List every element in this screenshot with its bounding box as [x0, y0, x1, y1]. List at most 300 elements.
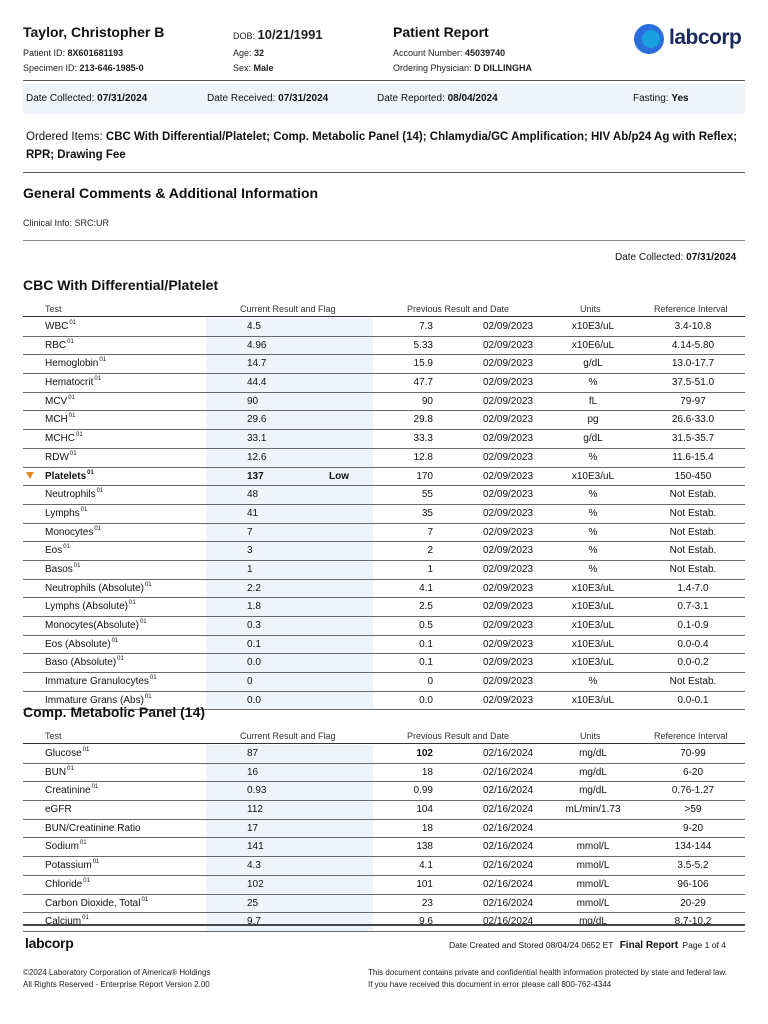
- table-row: [23, 393, 745, 412]
- current-result: 0.1: [247, 638, 261, 650]
- header-divider: [23, 80, 745, 81]
- units: x10E3/uL: [571, 582, 615, 594]
- current-result: 0.0: [247, 657, 261, 669]
- table-row: [23, 580, 745, 599]
- previous-date: 02/09/2023: [483, 470, 534, 482]
- units: x10E3/uL: [571, 470, 615, 482]
- previous-date: 02/16/2024: [483, 860, 534, 872]
- reference-interval: Not Estab.: [669, 676, 717, 688]
- test-label: Monocytes(Absolute): [45, 620, 139, 631]
- test-label: Carbon Dioxide, Total: [45, 897, 141, 909]
- previous-result: 5.33: [413, 339, 433, 351]
- date-reported-value: 08/04/2024: [447, 93, 498, 104]
- footnote-ref: 01: [80, 506, 88, 513]
- table-row: [23, 636, 745, 655]
- previous-result: 0: [427, 676, 433, 688]
- current-result: 33.1: [247, 433, 267, 445]
- account-number: 45039740: [465, 48, 506, 58]
- test-name: [45, 396, 75, 407]
- reference-interval: Not Estab.: [669, 563, 717, 575]
- reference-interval: 11.6-15.4: [672, 451, 714, 463]
- col-previous: Previous Result and Date: [407, 304, 510, 314]
- account-line: Account Number: 45039740: [393, 48, 506, 58]
- test-label: Calcium: [45, 916, 82, 928]
- previous-result: 7: [427, 526, 433, 538]
- test-label: MCHC: [45, 433, 75, 445]
- previous-date: 02/09/2023: [483, 451, 534, 463]
- current-result: 41: [247, 507, 259, 519]
- previous-date: 02/09/2023: [483, 507, 534, 519]
- current-result-cell: [206, 782, 373, 800]
- table-row: [23, 374, 745, 393]
- previous-date: 02/16/2024: [483, 748, 534, 759]
- notice-line2: If you have received this document in error please call 800-762-4344: [368, 980, 612, 989]
- patient-id: 8X601681193: [67, 48, 124, 58]
- footnote-ref: 01: [82, 747, 90, 753]
- current-result: 7: [247, 526, 253, 538]
- units: %: [588, 377, 598, 389]
- units: %: [588, 563, 598, 575]
- previous-result: 29.8: [413, 414, 433, 426]
- date-collected-value: 07/31/2024: [97, 93, 148, 104]
- footnote-ref: 01: [87, 469, 94, 476]
- labcorp-logo: [634, 22, 749, 56]
- reference-interval: 3.5-5.2: [677, 860, 709, 872]
- test-name: [45, 879, 90, 890]
- ordered-items-label: Ordered Items:: [26, 131, 103, 143]
- previous-result: 15.9: [413, 358, 433, 370]
- footnote-ref: 01: [69, 320, 77, 326]
- units: x10E3/uL: [571, 601, 615, 613]
- table-row: [23, 617, 745, 636]
- previous-date: 02/16/2024: [483, 804, 534, 816]
- table-row: [23, 430, 745, 449]
- test-name: [45, 898, 148, 909]
- test-label: Sodium: [45, 841, 79, 853]
- previous-result: 0.5: [419, 620, 433, 631]
- col-reference: Reference Interval: [654, 731, 728, 741]
- col-current: Current Result and Flag: [240, 304, 336, 314]
- reference-interval: Not Estab.: [669, 507, 717, 519]
- table-row: [23, 449, 745, 468]
- cbc-table-header: [23, 302, 745, 317]
- table-row: [23, 411, 745, 430]
- current-result-cell: [206, 820, 373, 838]
- units: x10E3/uL: [571, 620, 615, 631]
- footnote-ref: 01: [82, 915, 89, 922]
- reference-interval: 20-29: [680, 897, 706, 909]
- units: mg/dL: [579, 785, 607, 797]
- previous-result: 2: [427, 545, 433, 557]
- current-result-cell: [206, 561, 373, 579]
- test-name: [45, 527, 101, 538]
- ordering-physician: D DILLINGHA: [474, 63, 533, 73]
- col-test: Test: [45, 731, 62, 741]
- specimen-id: 213-646-1985-0: [79, 63, 144, 73]
- current-result: 17: [247, 822, 259, 834]
- previous-date: 02/09/2023: [483, 657, 534, 669]
- reference-interval: 3.4-10.8: [674, 321, 712, 332]
- previous-result: 90: [421, 395, 433, 407]
- reference-interval: 26.6-33.0: [671, 414, 715, 426]
- current-result: 102: [247, 878, 264, 890]
- cmp-table: [23, 745, 745, 932]
- current-result: 3: [247, 545, 253, 557]
- col-previous: Previous Result and Date: [407, 731, 510, 741]
- table-row: [23, 801, 745, 820]
- table-row: [23, 876, 745, 895]
- test-name: [45, 414, 75, 425]
- previous-result: 7.3: [419, 321, 433, 332]
- reference-interval: 70-99: [680, 748, 706, 759]
- previous-result: 2.5: [419, 601, 433, 613]
- previous-result: 4.1: [419, 860, 433, 872]
- date-received: [207, 93, 328, 104]
- sex-value: Male: [253, 63, 274, 73]
- test-name: [45, 471, 94, 482]
- created-value: 08/04/24 0652 ET: [545, 940, 614, 950]
- current-result-cell: [206, 580, 373, 598]
- previous-result: 55: [421, 489, 433, 501]
- units: g/dL: [583, 358, 603, 370]
- test-label: Creatinine: [45, 785, 91, 797]
- current-result-cell: [206, 636, 373, 654]
- test-name: [45, 489, 103, 500]
- reference-interval: Not Estab.: [669, 526, 717, 538]
- previous-date: 02/09/2023: [483, 526, 534, 538]
- previous-date: 02/09/2023: [483, 395, 534, 407]
- reference-interval: 6-20: [682, 766, 703, 778]
- test-label: MCV: [45, 395, 68, 407]
- footnote-ref: 01: [94, 376, 102, 383]
- test-name: [45, 823, 141, 834]
- date-reported-label: Date Reported:: [377, 93, 445, 104]
- reference-interval: 13.0-17.7: [671, 358, 715, 370]
- reference-interval: 134-144: [674, 841, 712, 853]
- test-name: [45, 340, 74, 351]
- units: %: [588, 676, 598, 688]
- specimen-id-line: Specimen ID: 213-646-1985-0: [23, 63, 144, 73]
- dates-bar: [23, 84, 745, 114]
- current-result: 2.2: [247, 582, 261, 594]
- footnote-ref: 01: [76, 432, 83, 439]
- footnote-ref: 01: [68, 413, 76, 420]
- footnote-ref: 01: [73, 562, 81, 569]
- units: mmol/L: [576, 860, 610, 872]
- age-value: 32: [254, 48, 265, 58]
- test-label: Potassium: [45, 860, 92, 872]
- units: %: [588, 507, 598, 519]
- reference-interval: 0.0-0.2: [677, 657, 709, 669]
- previous-result: 4.1: [419, 582, 433, 594]
- test-name: [45, 620, 147, 631]
- previous-date: 02/09/2023: [483, 358, 534, 370]
- previous-result: 0.0: [419, 694, 433, 706]
- current-result-cell: [206, 876, 373, 894]
- current-result-cell: [206, 318, 373, 336]
- footnote-ref: 01: [79, 840, 87, 847]
- previous-result: 18: [421, 766, 433, 778]
- previous-date: 02/09/2023: [483, 339, 534, 351]
- current-result-cell: [206, 449, 373, 467]
- footnote-ref: 01: [129, 600, 136, 607]
- current-result: 1: [247, 563, 253, 575]
- previous-date: 02/16/2024: [483, 822, 534, 834]
- ordered-items-line1: CBC With Differential/Platelet; Comp. Metabolic Panel (14); Chlamydia/GC Amplification; HIV Ab/p24 Ag with Reflex;: [105, 131, 738, 143]
- test-label: Platelets: [45, 470, 87, 482]
- units: %: [588, 526, 598, 538]
- previous-date: 02/09/2023: [483, 545, 534, 557]
- test-name: [45, 860, 99, 871]
- test-name: [45, 748, 89, 759]
- units: mL/min/1.73: [565, 804, 621, 816]
- patient-name: Taylor, Christopher B: [23, 24, 165, 40]
- logo-mark-inner: [642, 30, 660, 48]
- reference-interval: 0.0-0.1: [677, 694, 709, 706]
- current-result: 44.4: [247, 377, 267, 389]
- current-result: 4.5: [247, 321, 261, 332]
- test-name: [45, 564, 80, 575]
- cmp-table-header: [23, 729, 745, 744]
- test-label: BUN/Creatinine Ratio: [45, 822, 141, 834]
- previous-date: 02/09/2023: [483, 563, 534, 575]
- previous-result: 33.3: [413, 433, 433, 445]
- previous-date: 02/09/2023: [483, 638, 534, 650]
- current-result: 141: [247, 841, 264, 853]
- test-name: [45, 358, 106, 369]
- units: x10E6/uL: [571, 339, 615, 351]
- test-name: [45, 657, 124, 668]
- test-name: [45, 377, 101, 388]
- previous-result: 23: [421, 897, 433, 909]
- previous-result: 18: [421, 822, 433, 834]
- footnote-ref: 01: [94, 525, 102, 532]
- previous-result: 1: [427, 563, 433, 575]
- current-result: 16: [247, 766, 259, 778]
- current-result-cell: [206, 617, 373, 635]
- current-result: 12.6: [247, 451, 267, 463]
- current-result-cell: [206, 393, 373, 411]
- reference-interval: 0.0-0.4: [677, 638, 709, 650]
- footnote-ref: 01: [99, 357, 107, 364]
- section-date-label: Date Collected:: [615, 252, 684, 263]
- previous-result: 138: [416, 841, 433, 853]
- fasting-value: Yes: [671, 93, 689, 104]
- previous-date: 02/09/2023: [483, 321, 534, 332]
- current-result: 0: [247, 676, 253, 688]
- reference-interval: 4.14-5.80: [671, 339, 715, 351]
- previous-date: 02/16/2024: [483, 916, 534, 928]
- reference-interval: 0.76-1.27: [671, 785, 715, 797]
- ordered-items-line2: RPR; Drawing Fee: [26, 149, 126, 161]
- test-label: Basos: [45, 563, 73, 575]
- current-result-cell: [206, 355, 373, 373]
- footnote-ref: 01: [63, 544, 70, 551]
- current-result: 4.3: [247, 860, 261, 872]
- current-result: 1.8: [247, 601, 261, 613]
- section-date-collected: [615, 252, 736, 263]
- table-row: [23, 468, 745, 487]
- test-label: Immature Granulocytes: [45, 676, 149, 688]
- previous-date: 02/09/2023: [483, 433, 534, 445]
- date-received-value: 07/31/2024: [278, 93, 329, 104]
- units: g/dL: [583, 433, 603, 445]
- test-name: [45, 676, 157, 687]
- test-name: [45, 785, 98, 796]
- reference-interval: 8.7-10.2: [674, 916, 712, 928]
- current-result: 4.96: [247, 339, 267, 351]
- test-label: Immature Grans (Abs): [45, 694, 144, 706]
- test-label: Eos: [45, 545, 63, 557]
- cbc-title: CBC With Differential/Platelet: [23, 277, 219, 293]
- table-row: [23, 542, 745, 561]
- previous-date: 02/09/2023: [483, 489, 534, 501]
- table-row: [23, 505, 745, 524]
- table-row: [23, 337, 745, 356]
- test-name: [45, 433, 83, 444]
- reference-interval: 37.5-51.0: [671, 377, 715, 389]
- test-label: Neutrophils (Absolute): [45, 582, 144, 594]
- units: mmol/L: [576, 841, 610, 853]
- test-name: [45, 841, 87, 852]
- previous-date: 02/16/2024: [483, 841, 534, 853]
- dob-value: 10/21/1991: [257, 27, 323, 42]
- test-label: Lymphs: [45, 507, 80, 519]
- current-result-cell: [206, 692, 373, 710]
- reference-interval: >59: [684, 804, 702, 816]
- current-result: 25: [247, 897, 259, 909]
- units: %: [588, 545, 598, 557]
- previous-result: 12.8: [413, 451, 433, 463]
- units: mmol/L: [576, 897, 610, 909]
- test-name: [45, 452, 77, 463]
- table-row: [23, 820, 745, 839]
- reference-interval: 79-97: [680, 395, 706, 407]
- table-row: [23, 782, 745, 801]
- current-result-cell: [206, 505, 373, 523]
- current-result-cell: [206, 801, 373, 819]
- copyright-line2: All Rights Reserved - Enterprise Report Version 2.00: [23, 980, 210, 989]
- copyright-line1: ©2024 Laboratory Corporation of America® Holdings: [23, 968, 211, 977]
- reference-interval: 0.1-0.9: [677, 620, 709, 631]
- footnote-ref: 01: [83, 877, 90, 884]
- date-reported: [377, 93, 498, 104]
- current-result: 0.3: [247, 620, 261, 631]
- physician-line: Ordering Physician: D DILLINGHA: [393, 63, 533, 73]
- reference-interval: 31.5-35.7: [671, 433, 715, 445]
- table-row: [23, 838, 745, 857]
- date-received-label: Date Received:: [207, 93, 276, 104]
- previous-date: 02/16/2024: [483, 766, 534, 778]
- units: %: [588, 489, 598, 501]
- current-result-cell: [206, 598, 373, 616]
- units: mmol/L: [576, 878, 610, 890]
- col-reference: Reference Interval: [654, 304, 728, 314]
- previous-result: 35: [421, 507, 433, 519]
- table-row: [23, 913, 745, 932]
- test-label: RDW: [45, 451, 69, 463]
- table-row: [23, 561, 745, 580]
- created-label: Date Created and Stored: [449, 940, 544, 950]
- footnote-ref: 01: [67, 338, 74, 345]
- ordered-items: [26, 128, 748, 164]
- reference-interval: 96-106: [677, 878, 709, 890]
- table-row: [23, 764, 745, 783]
- reference-interval: 1.4-7.0: [677, 582, 709, 594]
- footnote-ref: 01: [144, 693, 152, 700]
- current-result: 14.7: [247, 358, 267, 370]
- comments-title: General Comments & Additional Information: [23, 185, 319, 201]
- report-title: Patient Report: [393, 24, 489, 40]
- footnote-ref: 01: [91, 784, 99, 791]
- footer-created: [449, 940, 726, 951]
- footnote-ref: 01: [149, 675, 157, 682]
- previous-result: 104: [416, 804, 433, 816]
- footnote-ref: 01: [141, 896, 149, 903]
- test-name: [45, 583, 152, 594]
- reference-interval: Not Estab.: [669, 545, 717, 557]
- test-name: [45, 321, 76, 332]
- test-label: Hemoglobin: [45, 358, 99, 370]
- table-row: [23, 524, 745, 543]
- footnote-ref: 01: [117, 656, 124, 663]
- units: x10E3/uL: [571, 694, 615, 706]
- comments-divider: [23, 240, 745, 241]
- current-result: 9.7: [247, 916, 261, 928]
- test-name: [45, 804, 72, 815]
- dob-line: DOB: 10/21/1991: [233, 27, 323, 42]
- current-result-cell: [206, 895, 373, 913]
- table-row: [23, 673, 745, 692]
- previous-date: 02/09/2023: [483, 620, 534, 631]
- footer-logo: labcorp: [25, 935, 74, 951]
- previous-date: 02/09/2023: [483, 601, 534, 613]
- test-label: Glucose: [45, 748, 82, 759]
- current-result-cell: [206, 913, 373, 931]
- units: x10E3/uL: [571, 657, 615, 669]
- table-row: [23, 857, 745, 876]
- table-row: [23, 654, 745, 673]
- ordered-divider: [23, 172, 745, 173]
- current-result-cell: [206, 337, 373, 355]
- test-label: Hematocrit: [45, 377, 94, 389]
- age-line: Age: 32: [233, 48, 265, 58]
- previous-date: 02/16/2024: [483, 897, 534, 909]
- col-test: Test: [45, 304, 62, 314]
- current-result-cell: [206, 838, 373, 856]
- current-result-cell: [206, 486, 373, 504]
- test-name: [45, 545, 70, 556]
- clinical-info: Clinical Info: SRC:UR: [23, 218, 110, 228]
- previous-date: 02/09/2023: [483, 582, 534, 594]
- test-label: MCH: [45, 414, 68, 426]
- test-label: Lymphs (Absolute): [45, 601, 128, 613]
- previous-result: 101: [416, 878, 433, 890]
- final-report: Final Report: [619, 940, 679, 951]
- previous-date: 02/16/2024: [483, 878, 534, 890]
- reference-interval: 0.7-3.1: [677, 601, 709, 613]
- reference-interval: 9-20: [682, 822, 703, 834]
- test-label: BUN: [45, 766, 67, 778]
- footnote-ref: 01: [69, 450, 77, 457]
- table-row: [23, 745, 745, 764]
- date-collected-label: Date Collected:: [26, 93, 95, 104]
- previous-result: 0.99: [413, 785, 433, 797]
- col-units: Units: [580, 731, 601, 741]
- section-date-value: 07/31/2024: [686, 252, 737, 263]
- test-label: RBC: [45, 339, 67, 351]
- table-row: [23, 486, 745, 505]
